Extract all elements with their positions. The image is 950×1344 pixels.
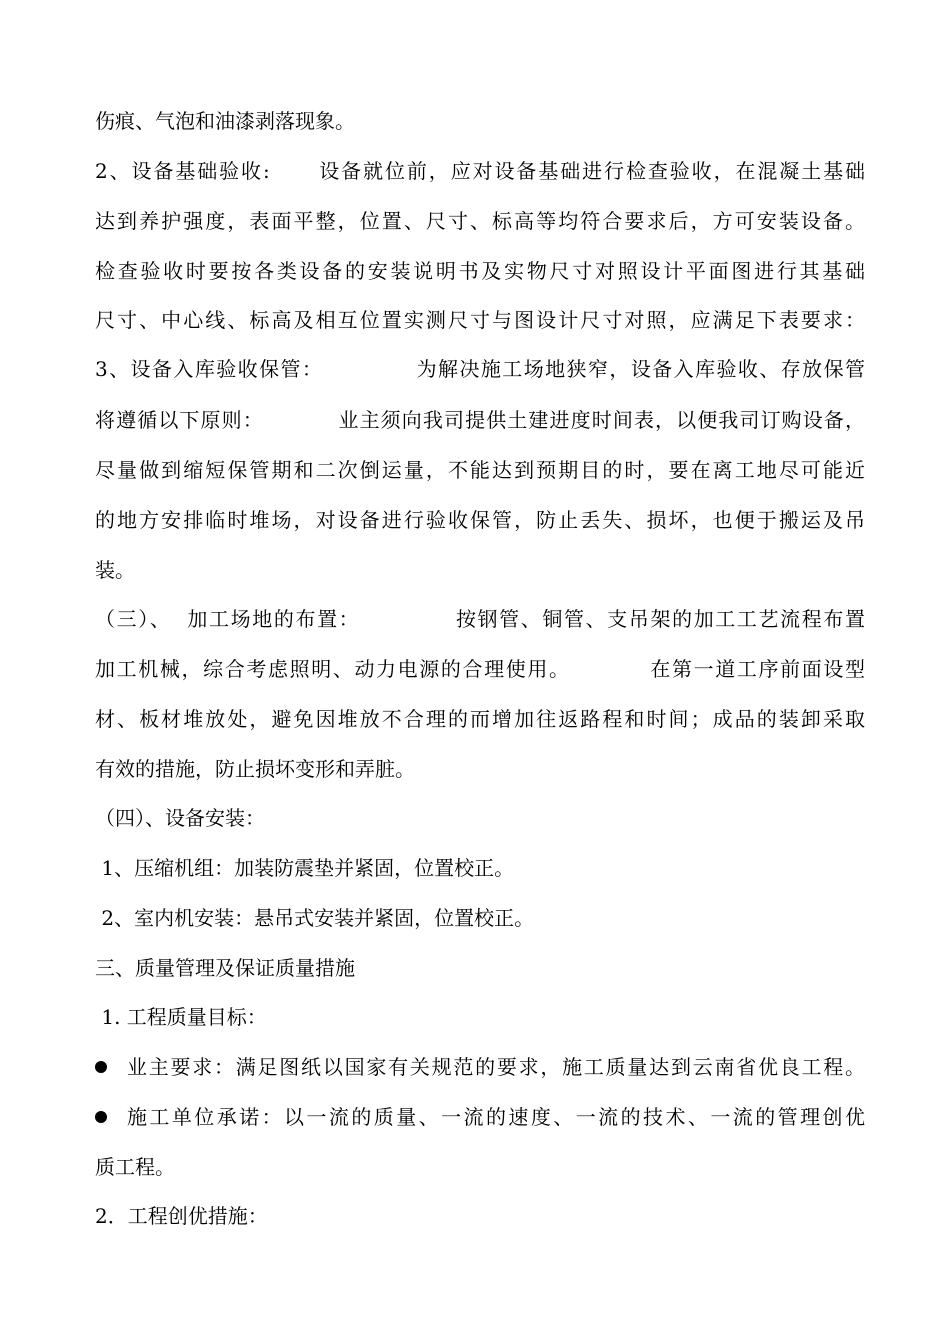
text-line: 加工机械，综合考虑照明、动力电源的合理使用。 在第一道工序前面设型 (95, 657, 865, 681)
subsection-heading: 2．工程创优措施： (95, 1204, 268, 1228)
text-line: 将遵循以下原则： 业主须向我司提供土建进度时间表，以便我司订购设备， (95, 408, 865, 432)
text-line: 材、板材堆放处，避免因堆放不合理的而增加往返路程和时间；成品的装卸采取 (95, 707, 865, 731)
text-line: 装。 (95, 558, 135, 582)
bullet-icon (95, 1061, 107, 1073)
text-line: 尽量做到缩短保管期和二次倒运量，不能达到预期目的时，要在离工地尽可能近 (95, 458, 865, 482)
list-item: 1、压缩机组：加装防震垫并紧固，位置校正。 (95, 856, 515, 880)
text-line: 2、设备基础验收: 设备就位前，应对设备基础进行检查验收，在混凝土基础 (95, 159, 865, 183)
bullet-item (95, 1102, 865, 1132)
text-line: 检查验收时要按各类设备的安装说明书及实物尺寸对照设计平面图进行其基础 (95, 259, 865, 283)
list-item: 2、室内机安装：悬吊式安装并紧固，位置校正。 (95, 906, 535, 930)
bullet-text: 施工单位承诺：以一流的质量、一流的速度、一流的技术、一流的管理创优 (127, 1105, 865, 1129)
section-heading: （四）、设备安装： (95, 806, 265, 830)
text-line: 的地方安排临时堆场，对设备进行验收保管，防止丢失、损坏，也便于搬运及吊 (95, 508, 865, 532)
text-line: 达到养护强度，表面平整，位置、尺寸、标高等均符合要求后，方可安装设备。 (95, 209, 865, 233)
bullet-item (95, 1052, 865, 1082)
section-heading: 三、质量管理及保证质量措施 (95, 956, 355, 980)
text-line: 有效的措施，防止损坏变形和弄脏。 (95, 757, 415, 781)
subsection-heading: 1. 工程质量目标： (95, 1005, 267, 1029)
text-line: 质工程。 (95, 1155, 175, 1179)
section-heading: （三）、 加工场地的布置： 按钢管、铜管、支吊架的加工工艺流程布置 (95, 607, 865, 631)
text-line: 伤痕、气泡和油漆剥落现象。 (95, 109, 355, 133)
text-line: 3、设备入库验收保管： 为解决施工场地狭窄，设备入库验收、存放保管 (95, 357, 865, 381)
text-line: 尺寸、中心线、标高及相互位置实测尺寸与图设计尺寸对照，应满足下表要求： (95, 308, 865, 332)
bullet-text: 业主要求：满足图纸以国家有关规范的要求，施工质量达到云南省优良工程。 (127, 1055, 865, 1079)
bullet-icon (95, 1111, 107, 1123)
